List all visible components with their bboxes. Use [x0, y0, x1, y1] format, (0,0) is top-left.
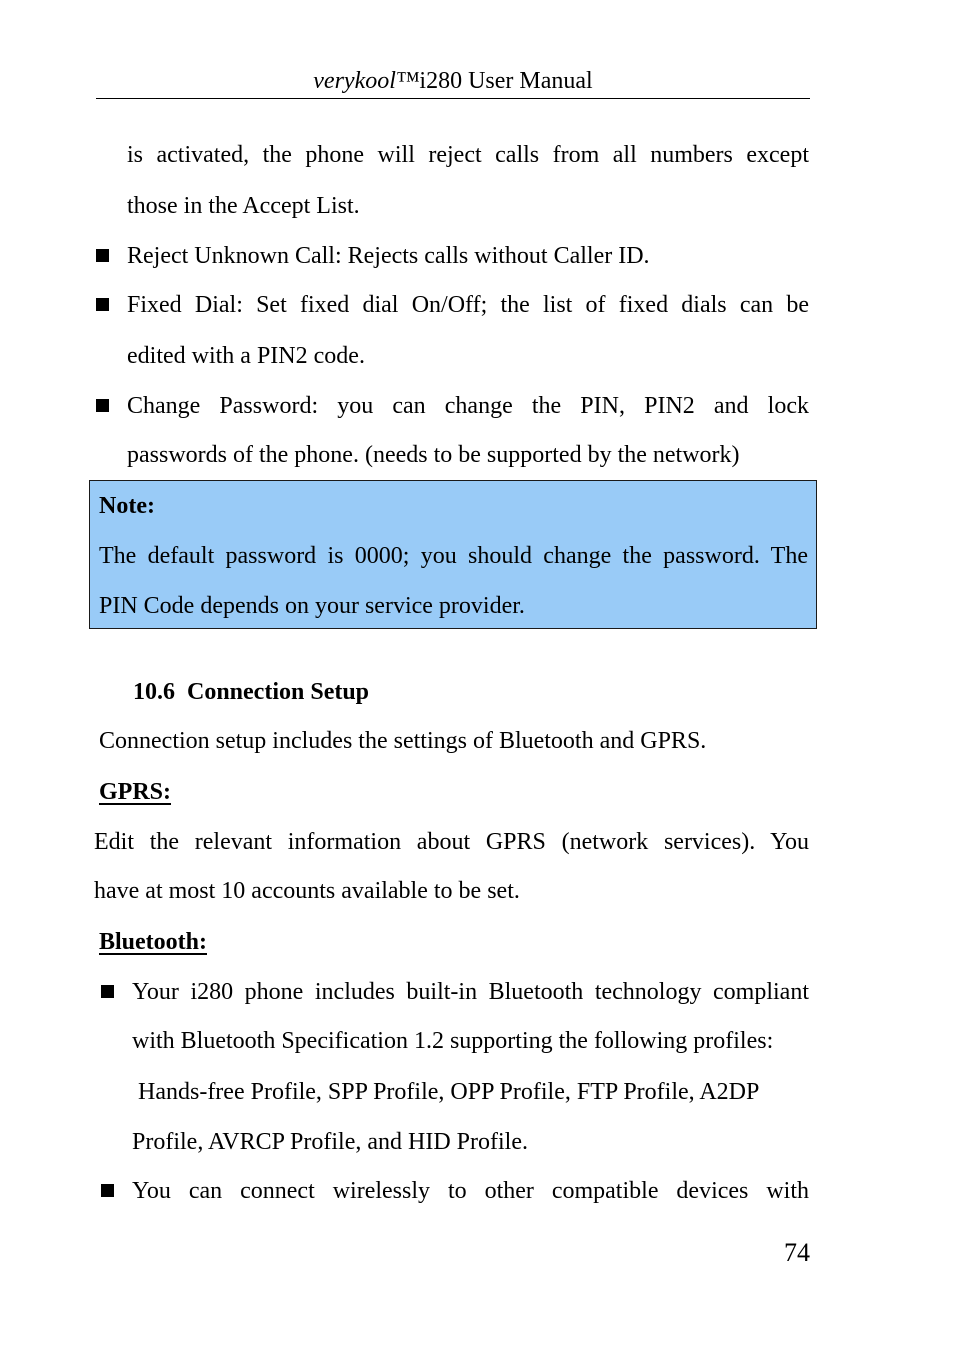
bullet-text-change-password: Change Password: you can change the PIN, PIN2 and lock	[127, 393, 809, 419]
bluetooth-bullet-line: with Bluetooth Specification 1.2 supporting the following profiles:	[132, 1028, 774, 1054]
bullet-square-icon	[96, 249, 109, 262]
bullet-square-icon	[101, 1184, 114, 1197]
gprs-text-line: have at most 10 accounts available to be set.	[94, 878, 520, 904]
bluetooth-heading: Bluetooth:	[99, 929, 207, 955]
bullet-text-change-password-cont: passwords of the phone. (needs to be supported by the network)	[127, 442, 740, 468]
bluetooth-bullet-line: You can connect wirelessly to other compatible devices with	[132, 1178, 809, 1204]
header-brand: verykool™	[313, 68, 420, 94]
note-title: Note:	[99, 493, 155, 519]
running-header	[96, 66, 810, 96]
continued-paragraph-line: is activated, the phone will reject calls from all numbers except	[127, 142, 809, 168]
bluetooth-bullet-line: Your i280 phone includes built-in Bluetooth technology compliant	[132, 979, 809, 1005]
bullet-square-icon	[96, 399, 109, 412]
section-intro: Connection setup includes the settings of Bluetooth and GPRS.	[99, 728, 707, 754]
page-number: 74	[784, 1238, 810, 1267]
bullet-text-reject-unknown: Reject Unknown Call: Rejects calls without Caller ID.	[127, 243, 650, 269]
gprs-text-line: Edit the relevant information about GPRS (network services). You	[94, 829, 809, 855]
bullet-text-fixed-dial: Fixed Dial: Set fixed dial On/Off; the list of fixed dials can be	[127, 292, 809, 318]
note-text-line: PIN Code depends on your service provider.	[99, 593, 525, 619]
bluetooth-bullet-line: Hands-free Profile, SPP Profile, OPP Profile, FTP Profile, A2DP	[132, 1079, 760, 1105]
bullet-text-fixed-dial-cont: edited with a PIN2 code.	[127, 343, 365, 369]
gprs-heading: GPRS:	[99, 779, 171, 805]
header-rule	[96, 98, 810, 99]
header-title: i280 User Manual	[419, 68, 593, 94]
section-heading: 10.6 Connection Setup	[133, 679, 370, 705]
note-text-line: The default password is 0000; you should change the password. The	[99, 543, 808, 569]
continued-paragraph-line: those in the Accept List.	[127, 193, 360, 219]
bullet-square-icon	[101, 985, 114, 998]
bullet-square-icon	[96, 298, 109, 311]
bluetooth-bullet-line: Profile, AVRCP Profile, and HID Profile.	[132, 1129, 528, 1155]
